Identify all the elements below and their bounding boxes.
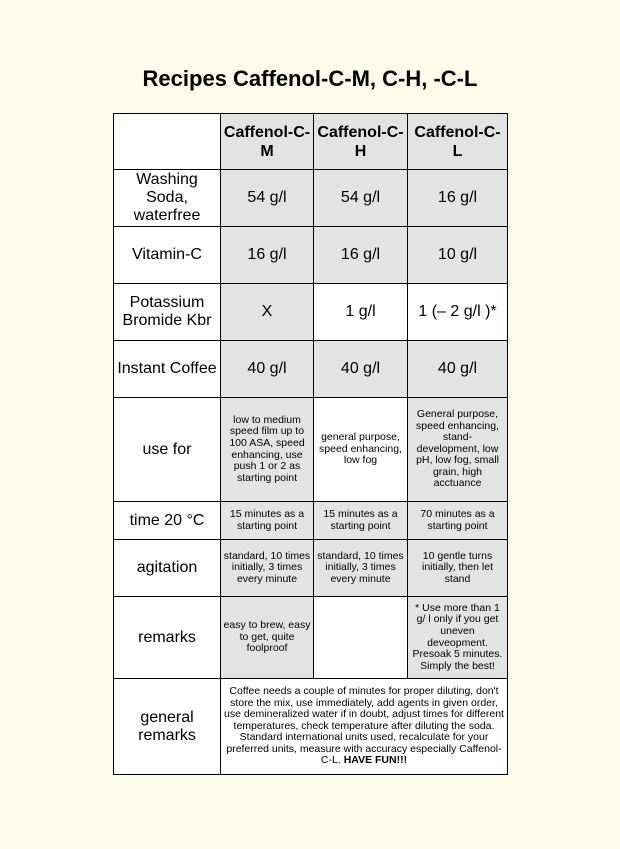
cell-value: standard, 10 times initially, 3 times every minute bbox=[314, 540, 408, 597]
page-title: Recipes Caffenol-C-M, C-H, -C-L bbox=[142, 66, 478, 91]
cell-value: 54 g/l bbox=[314, 170, 408, 227]
cell-value-empty bbox=[314, 597, 408, 679]
column-header-line1: Caffenol-C- bbox=[414, 123, 501, 141]
row-label-time: time 20 °C bbox=[114, 502, 221, 540]
cell-value: 10 gentle turns initially, then let stand bbox=[408, 540, 508, 597]
cell-value: X bbox=[221, 284, 314, 341]
recipe-table bbox=[113, 113, 508, 775]
cell-value: 70 minutes as a starting point bbox=[408, 502, 508, 540]
cell-value: easy to brew, easy to get, quite foolproof bbox=[221, 597, 314, 679]
table-header-row bbox=[114, 114, 508, 170]
cell-value: 1 g/l bbox=[314, 284, 408, 341]
table-row bbox=[114, 679, 508, 775]
table-row bbox=[114, 540, 508, 597]
general-remarks-text: Coffee needs a couple of minutes for proper diluting, don't store the mix, use immediately, add agents in given order, use demineralized water if in doubt, adjust times for different temperatures, check temperature after diluting the soda. Standard international units used, recalculate for your preferred units, measure with accuracy especially Caffenol-C-L. bbox=[224, 684, 504, 767]
cell-value: 54 g/l bbox=[221, 170, 314, 227]
column-header-line2: H bbox=[354, 142, 367, 160]
table-row bbox=[114, 502, 508, 540]
row-label-instant-coffee: Instant Coffee bbox=[114, 341, 221, 398]
row-label-vitamin-c: Vitamin-C bbox=[114, 227, 221, 284]
row-label-remarks: remarks bbox=[114, 597, 221, 679]
cell-value: low to medium speed film up to 100 ASA, speed enhancing, use push 1 or 2 as starting point bbox=[221, 398, 314, 502]
cell-value: 15 minutes as a starting point bbox=[314, 502, 408, 540]
row-label-potassium-bromide: Potassium Bromide Kbr bbox=[114, 284, 221, 341]
table-row bbox=[114, 398, 508, 502]
cell-value: 40 g/l bbox=[221, 341, 314, 398]
table-row bbox=[114, 284, 508, 341]
column-header-c-h bbox=[314, 114, 408, 170]
row-label-general-remarks: general remarks bbox=[114, 679, 221, 775]
column-header-c-m bbox=[221, 114, 314, 170]
general-remarks-note bbox=[221, 679, 508, 775]
table-row bbox=[114, 597, 508, 679]
cell-value: 1 (– 2 g/l )* bbox=[408, 284, 508, 341]
column-header-c-l bbox=[408, 114, 508, 170]
cell-value: * Use more than 1 g/ l only if you get uneven deveopment. Presoak 5 minutes. Simply the best! bbox=[408, 597, 508, 679]
cell-value: 16 g/l bbox=[314, 227, 408, 284]
table-row bbox=[114, 170, 508, 227]
table-row bbox=[114, 341, 508, 398]
cell-value: 15 minutes as a starting point bbox=[221, 502, 314, 540]
corner-cell bbox=[114, 114, 221, 170]
cell-value: General purpose, speed enhancing, stand- development, low pH, low fog, small grain, high acctuance bbox=[408, 398, 508, 502]
cell-value: 10 g/l bbox=[408, 227, 508, 284]
column-header-line1: Caffenol-C- bbox=[223, 123, 311, 141]
cell-value: 40 g/l bbox=[314, 341, 408, 398]
cell-value: 16 g/l bbox=[221, 227, 314, 284]
cell-value: 40 g/l bbox=[408, 341, 508, 398]
cell-value: standard, 10 times initially, 3 times every minute bbox=[221, 540, 314, 597]
row-label-use-for: use for bbox=[114, 398, 221, 502]
row-label-washing-soda: Washing Soda, waterfree bbox=[114, 170, 221, 227]
have-fun-text: HAVE FUN!!! bbox=[343, 754, 408, 767]
column-header-line2: L bbox=[452, 142, 463, 160]
column-header-line1: Caffenol-C- bbox=[317, 123, 404, 141]
column-header-line2: M bbox=[260, 142, 274, 160]
table-row bbox=[114, 227, 508, 284]
cell-value: 16 g/l bbox=[408, 170, 508, 227]
cell-value: general purpose, speed enhancing, low fog bbox=[314, 398, 408, 502]
row-label-agitation: agitation bbox=[114, 540, 221, 597]
